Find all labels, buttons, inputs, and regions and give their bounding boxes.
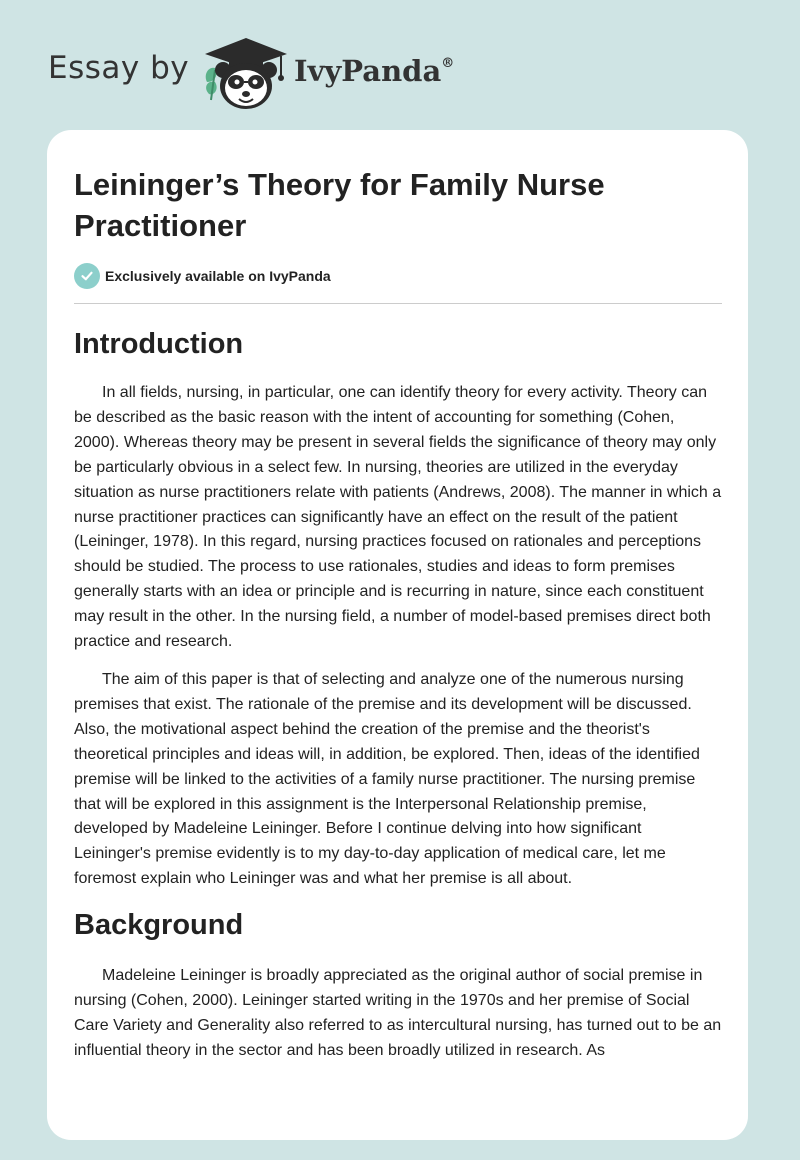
panda-graduate-logo-icon (201, 36, 291, 112)
section-heading-background: Background (74, 909, 244, 942)
article-card (47, 130, 748, 1140)
section-heading-introduction: Introduction (74, 328, 244, 360)
paragraph: The aim of this paper is that of selecting and analyze one of the numerous nursing premises that exist. The rationale of the premise and its development will be discussed. Also, the motivational aspect behind the creation of the premise and the theorist's theoretical principles and ideas will, in addition, be explored. Then, ideas of the identified premise will be linked to the activities of a family nurse practitioner. The nursing premise that will be explored in this assignment is the Interpersonal Relationship premise, developed by Madeleine Leininger. Before I continue delving into how significant Leininger's premise evidently is to my day-to-day application of medical care, let me foremost explain who Leininger was and what her premise is all about. (74, 670, 700, 888)
paragraph: In all fields, nursing, in particular, one can identify theory for every activity. Theory can be described as the basic reason with the intent of accounting for something (Cohen, 2000). Whereas theory may be present in several fields the significance of theory may only be particularly obvious in a select few. In nursing, theories are utilized in the everyday situation as nurse practitioners relate with patients (Andrews, 2008). The manner in which a nurse practitioner practices can significantly have an effect on the result of the patient (Leininger, 1978). In this regard, nursing practices focused on rationales and perceptions should be studied. The process to use rationales, studies and ideas to form premises generally starts with an idea or principle and is recurring in nature, since each constituent may result in the other. In the nursing field, a number of model-based premises direct both practice and research. (74, 384, 722, 651)
brand-prefix: Essay by (48, 50, 190, 86)
check-circle-icon (74, 263, 100, 289)
divider (74, 303, 722, 304)
paragraph: Madeleine Leininger is broadly appreciated as the original author of social premise in nursing (Cohen, 2000). Leininger started writing in the 1970s and her premise of Social Care Variety and Generality also referred to as intercultural nursing, has turned out to be an influential theory in the sector and has been broadly utilized in research. As (74, 967, 722, 1059)
site-brand[interactable] (48, 30, 508, 110)
badge-label: Exclusively available on IvyPanda (105, 268, 331, 284)
exclusive-badge (74, 263, 331, 289)
brand-name: IvyPanda® (294, 54, 455, 88)
article-body (74, 318, 722, 1077)
page-title: Leininger’s Theory for Family Nurse Practitioner (74, 167, 605, 243)
